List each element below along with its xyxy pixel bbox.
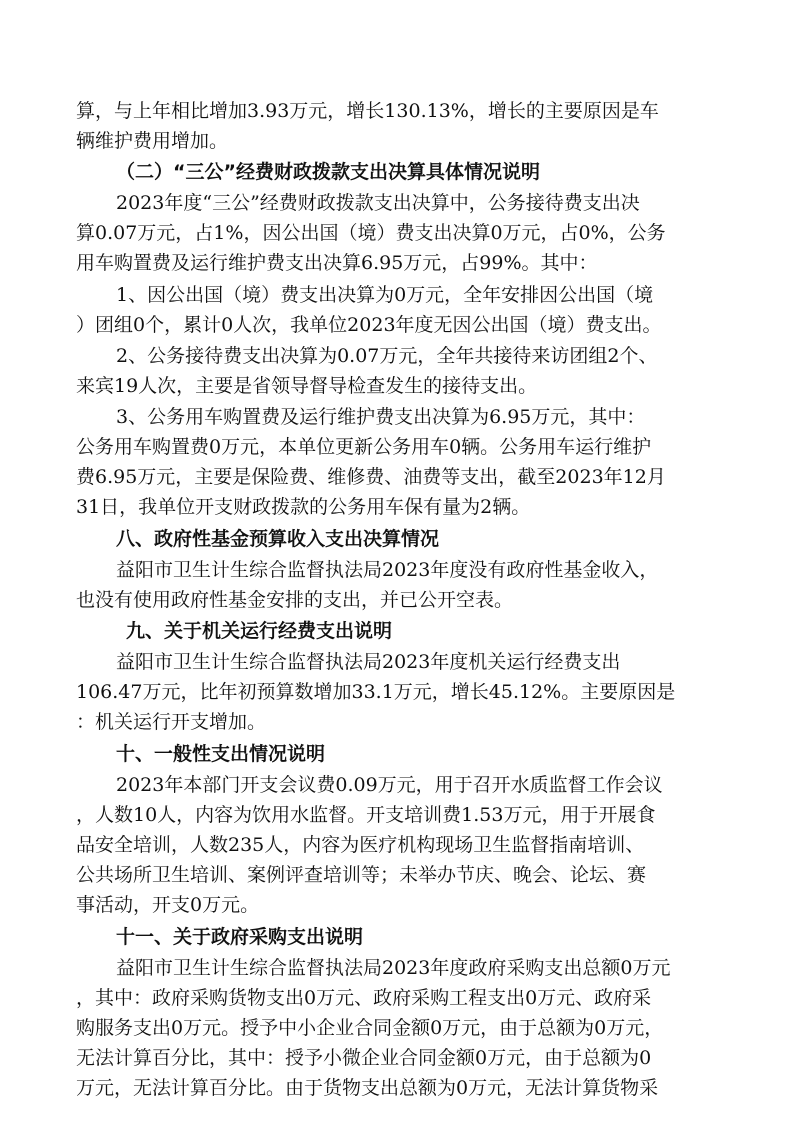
paragraph-start: 2、公务接待费支出决算为0.07万元，全年共接待来访团组2个、 <box>116 345 658 367</box>
section-heading: 八、政府性基金预算收入支出决算情况 <box>116 528 440 550</box>
paragraph-start: 2023年度“三公”经费财政拨款支出决算中，公务接待费支出决 <box>116 192 640 214</box>
body-text-line: 公务用车购置费0万元，本单位更新公务用车0辆。公务用车运行维护 <box>76 436 652 458</box>
body-text-line: ，其中：政府采购货物支出0万元、政府采购工程支出0万元、政府采 <box>76 987 652 1009</box>
body-text-line: 来宾19人次，主要是省领导督导检查发生的接待支出。 <box>76 375 538 397</box>
body-text-line: ：机关运行开支增加。 <box>76 711 267 733</box>
body-text-line: 万元，无法计算百分比。由于货物支出总额为0万元，无法计算货物采 <box>76 1077 659 1099</box>
section-heading: 十、一般性支出情况说明 <box>116 743 326 765</box>
body-text-line: 无法计算百分比，其中：授予小微企业合同金额0万元，由于总额为0 <box>76 1047 652 1069</box>
paragraph-start: 益阳市卫生计生综合监督执法局2023年度机关运行经费支出 <box>116 651 621 673</box>
body-text-line: 用车购置费及运行维护费支出决算6.95万元，占99%。其中： <box>76 252 598 274</box>
paragraph-start: 2023年本部门开支会议费0.09万元，用于召开水质监督工作会议 <box>116 774 663 796</box>
section-heading: 九、关于机关运行经费支出说明 <box>126 620 393 642</box>
section-heading: 十一、关于政府采购支出说明 <box>116 926 364 948</box>
body-text-line: 品安全培训，人数235人，内容为医疗机构现场卫生监督指南培训、 <box>76 834 645 856</box>
paragraph-start: 益阳市卫生计生综合监督执法局2023年度政府采购支出总额0万元 <box>116 957 671 979</box>
body-text-line: 公共场所卫生培训、案例评查培训等；未举办节庆、晚会、论坛、赛 <box>76 864 647 886</box>
body-text-line: 费6.95万元，主要是保险费、维修费、油费等支出，截至2023年12月 <box>76 466 666 488</box>
paragraph-start: 益阳市卫生计生综合监督执法局2023年度没有政府性基金收入， <box>116 559 659 581</box>
body-text-line: 算，与上年相比增加3.93万元，增长130.13%，增长的主要原因是车 <box>76 100 659 122</box>
body-text-line: ，人数10人，内容为饮用水监督。开支培训费1.53万元，用于开展食 <box>76 804 656 826</box>
paragraph-start: 3、公务用车购置费及运行维护费支出决算为6.95万元，其中： <box>116 406 646 428</box>
body-text-line: 也没有使用政府性基金安排的支出，并已公开空表。 <box>76 589 514 611</box>
body-text-line: 辆维护费用增加。 <box>76 130 229 152</box>
body-text-line: 购服务支出0万元。授予中小企业合同金额0万元，由于总额为0万元， <box>76 1017 664 1039</box>
body-text-line: 31日，我单位开支财政拨款的公务用车保有量为2辆。 <box>76 496 531 518</box>
subsection-heading: （二）“三公”经费财政拨款支出决算具体情况说明 <box>116 161 540 183</box>
body-text-line: ）团组0个，累计0人次，我单位2023年度无因公出国（境）费支出。 <box>76 314 662 336</box>
body-text-line: 算0.07万元，占1%，因公出国（境）费支出决算0万元，占0%，公务 <box>76 222 666 244</box>
body-text-line: 事活动，开支0万元。 <box>76 894 260 916</box>
paragraph-start: 1、因公出国（境）费支出决算为0万元，全年安排因公出国（境 <box>116 284 654 306</box>
body-text-line: 106.47万元，比年初预算数增加33.1万元，增长45.12%。主要原因是 <box>76 681 676 703</box>
